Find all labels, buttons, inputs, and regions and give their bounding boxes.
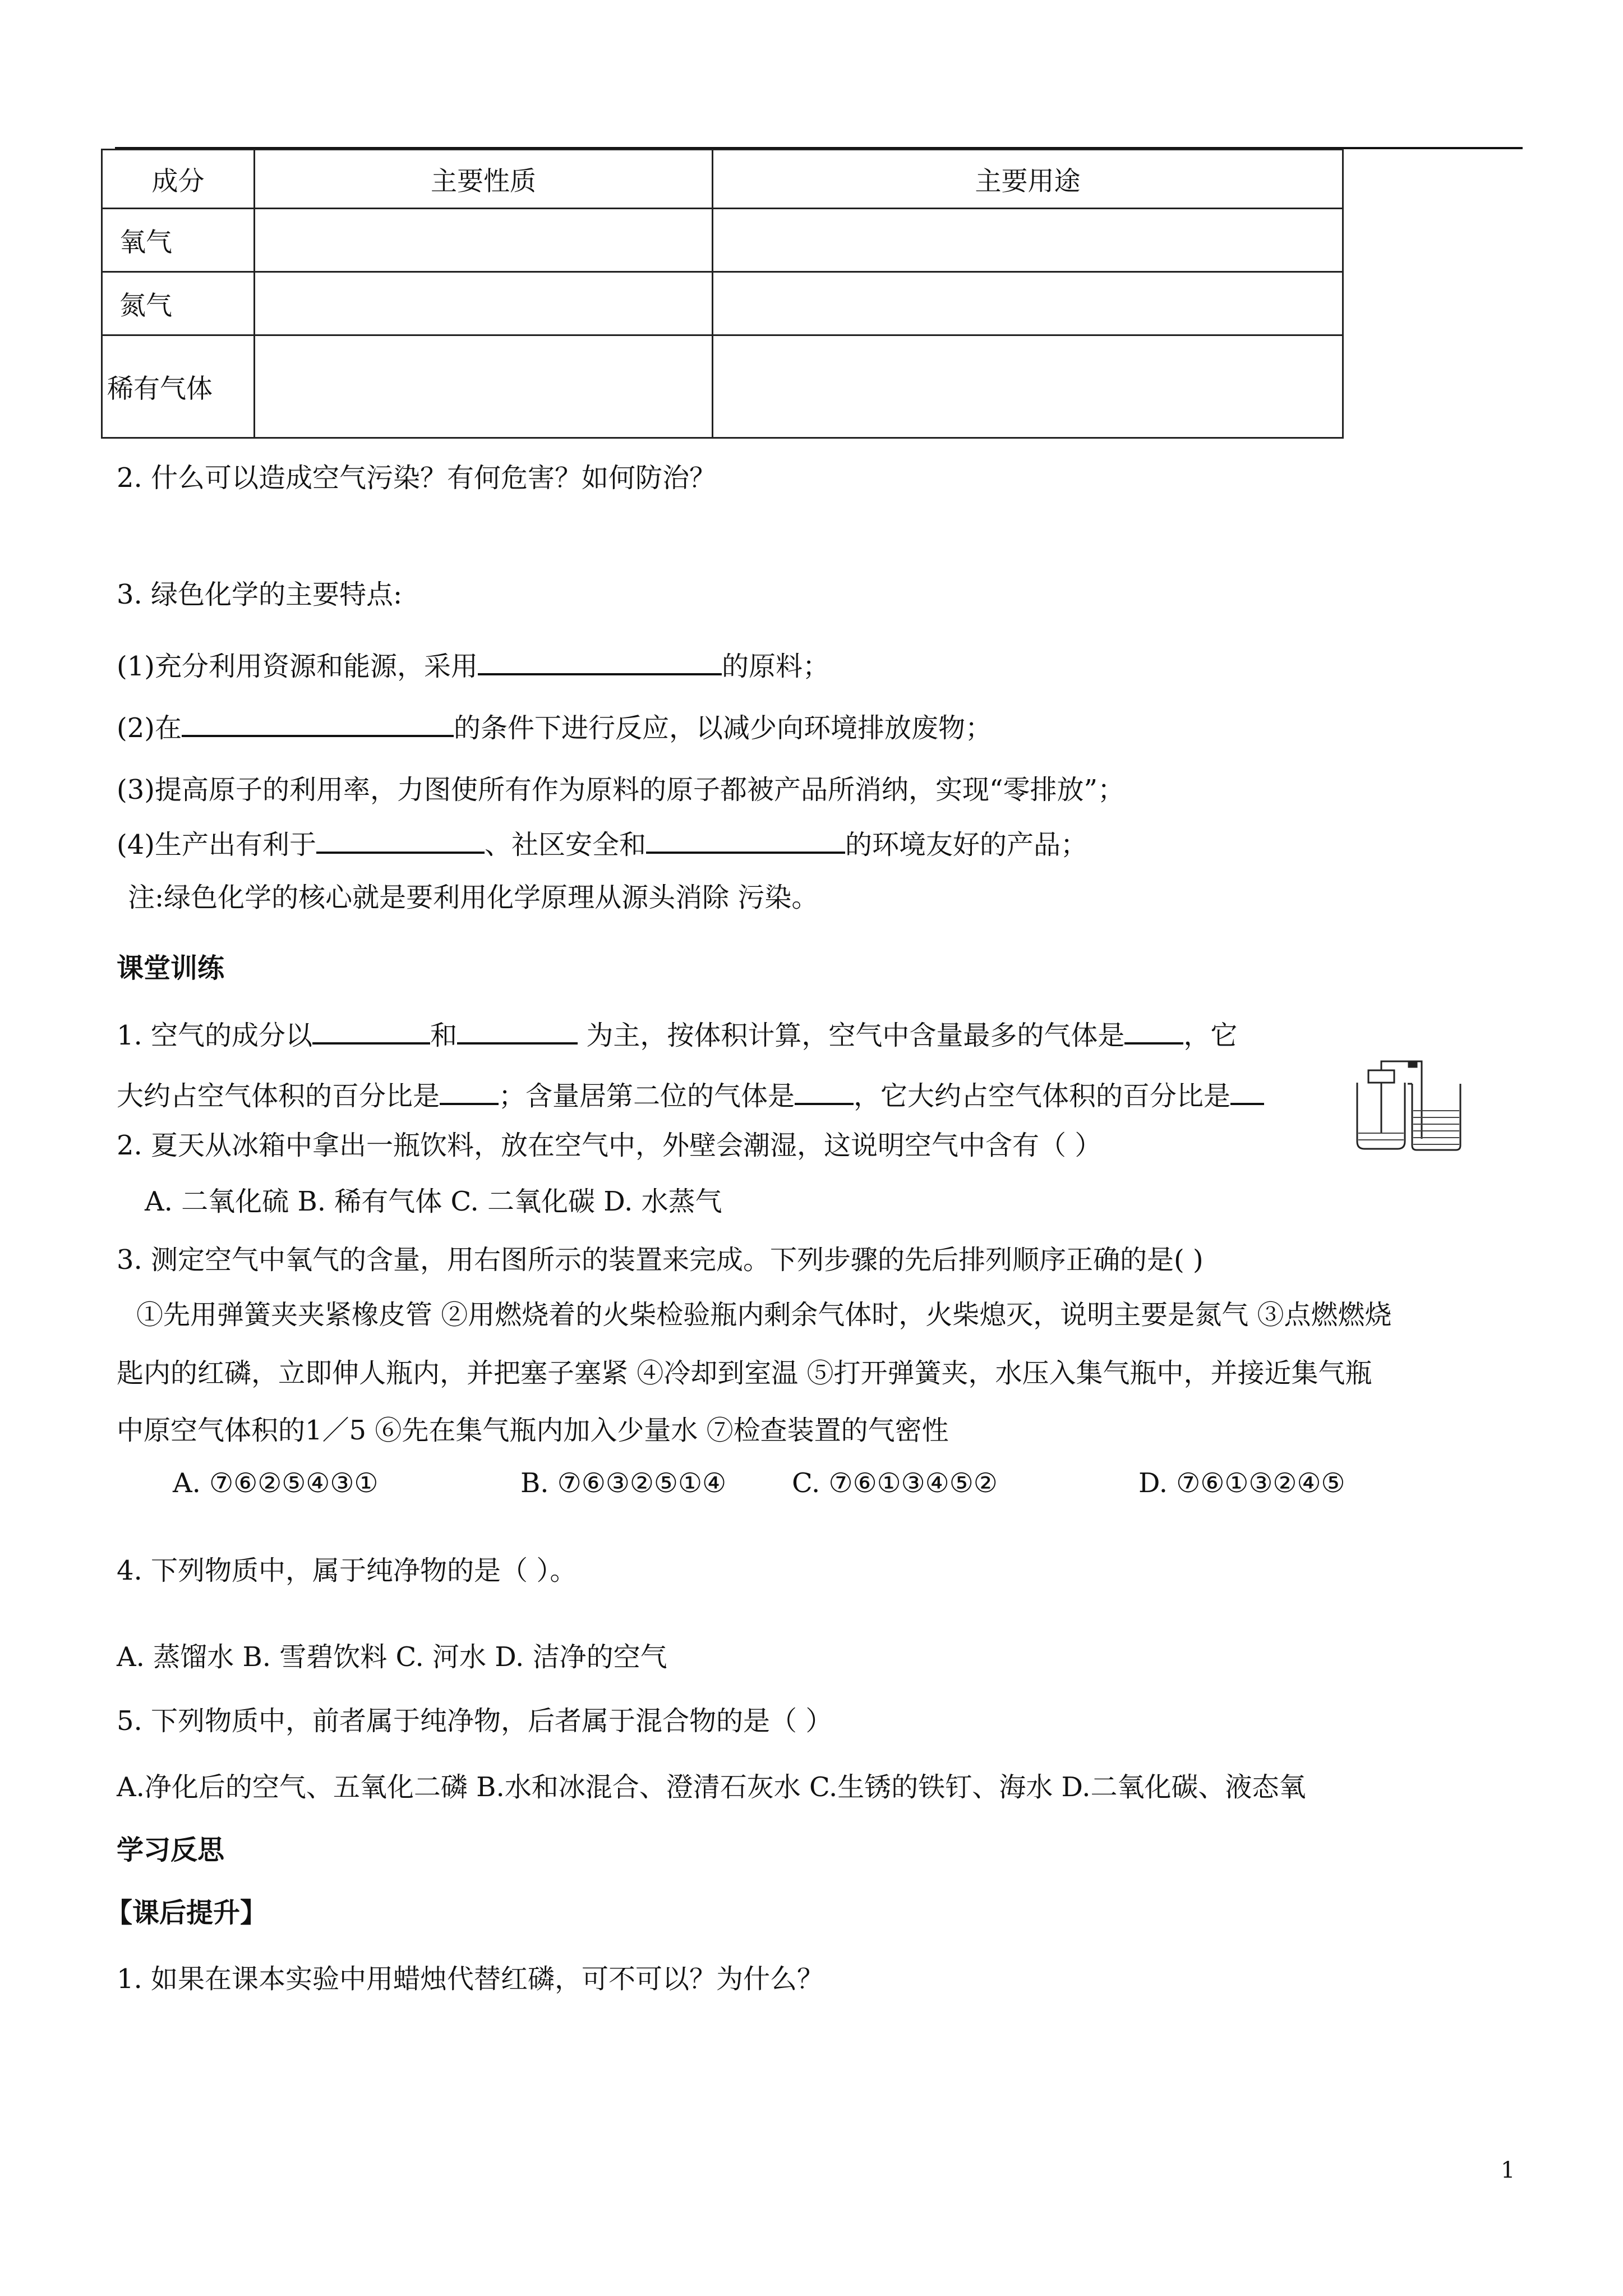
training-q2-options: A. 二氧化硫 B. 稀有气体 C. 二氧化碳 D. 水蒸气 <box>145 1186 722 1217</box>
nitrogen-properties-cell[interactable] <box>255 272 713 335</box>
training-q4: 4. 下列物质中，属于纯净物的是（ ）。 <box>117 1555 577 1586</box>
fill-blank[interactable] <box>312 1015 430 1045</box>
oxygen-measurement-apparatus-diagram <box>1346 1049 1469 1153</box>
row-name-noble-gas: 稀有气体 <box>102 335 255 438</box>
training-q5-options: A.净化后的空气、五氧化二磷 B.水和冰混合、澄清石灰水 C.生锈的铁钉、海水 D.二氧化碳、液态氧 <box>117 1772 1306 1803</box>
training-q3-option-d: D. ⑦⑥①③②④⑤ <box>1138 1467 1345 1499</box>
training-q3: 3. 测定空气中氧气的含量，用右图所示的装置来完成。下列步骤的先后排列顺序正确的是( ) <box>117 1244 1204 1276</box>
green-chem-item-2: (2)在 的条件下进行反应，以减少向环境排放废物； <box>117 708 992 745</box>
green-chem-item-1: (1)充分利用资源和能源，采用 的原料； <box>117 646 829 683</box>
training-q4-options: A. 蒸馏水 B. 雪碧饮料 C. 河水 D. 洁净的空气 <box>117 1641 667 1673</box>
row-name-oxygen: 氧气 <box>102 209 255 272</box>
oxygen-uses-cell[interactable] <box>713 209 1343 272</box>
oxygen-properties-cell[interactable] <box>255 209 713 272</box>
reflection-heading: 学习反思 <box>117 1834 225 1866</box>
header-component: 成分 <box>102 150 255 209</box>
training-q5: 5. 下列物质中，前者属于纯净物，后者属于混合物的是（ ） <box>117 1705 833 1737</box>
training-q3-option-a: A. ⑦⑥②⑤④③① <box>173 1467 379 1499</box>
noble-gas-properties-cell[interactable] <box>255 335 713 438</box>
fill-blank[interactable] <box>1124 1015 1183 1045</box>
table-row <box>102 272 1343 335</box>
air-components-table <box>101 149 1344 439</box>
table-row <box>102 335 1343 438</box>
green-chem-item-3: (3)提高原子的利用率，力图使所有作为原料的原子都被产品所消纳，实现“零排放”； <box>117 774 1125 806</box>
row-name-nitrogen: 氮气 <box>102 272 255 335</box>
training-q2: 2. 夏天从冰箱中拿出一瓶饮料，放在空气中，外壁会潮湿，这说明空气中含有（ ） <box>117 1130 1102 1161</box>
after-class-heading: 【课后提升】 <box>105 1897 268 1929</box>
fill-blank[interactable] <box>1230 1076 1264 1105</box>
question-3-title: 3. 绿色化学的主要特点: <box>117 579 403 610</box>
table-header-row <box>102 150 1343 209</box>
training-q3-steps-3: 中原空气体积的1／5 ⑥先在集气瓶内加入少量水 ⑦检查装置的气密性 <box>117 1415 949 1446</box>
after-class-q1: 1. 如果在课本实验中用蜡烛代替红磷，可不可以？为什么？ <box>117 1963 824 1995</box>
fill-blank[interactable] <box>440 1076 499 1105</box>
training-q1-line2: 大约占空气体积的百分比是 ；含量居第二位的气体是 ，它大约占空气体积的百分比是 <box>117 1076 1264 1113</box>
header-properties: 主要性质 <box>255 150 713 209</box>
training-q3-steps-2: 匙内的红磷，立即伸人瓶内，并把塞子塞紧 ④冷却到室温 ⑤打开弹簧夹，水压入集气瓶中，并接近集气瓶 <box>117 1358 1372 1389</box>
nitrogen-uses-cell[interactable] <box>713 272 1343 335</box>
fill-blank[interactable] <box>457 1015 578 1045</box>
training-q3-steps-1: ①先用弹簧夹夹紧橡皮管 ②用燃烧着的火柴检验瓶内剩余气体时，火柴熄灭，说明主要是氮气 ③点燃燃烧 <box>136 1299 1392 1331</box>
fill-blank[interactable] <box>478 646 722 675</box>
noble-gas-uses-cell[interactable] <box>713 335 1343 438</box>
classroom-training-heading: 课堂训练 <box>117 953 225 984</box>
training-q3-option-c: C. ⑦⑥①③④⑤② <box>792 1467 998 1499</box>
page-number: 1 <box>1501 2157 1515 2183</box>
training-q3-option-b: B. ⑦⑥③②⑤①④ <box>520 1467 727 1499</box>
question-2: 2. 什么可以造成空气污染？有何危害？如何防治？ <box>117 462 717 494</box>
fill-blank[interactable] <box>646 825 845 854</box>
table-row <box>102 209 1343 272</box>
fill-blank[interactable] <box>182 708 454 737</box>
training-q1-line1: 1. 空气的成分以 和 为主，按体积计算，空气中含量最多的气体是 ，它 <box>117 1015 1237 1052</box>
fill-blank[interactable] <box>795 1076 854 1105</box>
green-chem-item-4: (4)生产出有利于 、社区安全和 的环境友好的产品； <box>117 825 1087 862</box>
green-chem-note: 注:绿色化学的核心就是要利用化学原理从源头消除 污染。 <box>128 882 819 913</box>
header-uses: 主要用途 <box>713 150 1343 209</box>
fill-blank[interactable] <box>316 825 485 854</box>
